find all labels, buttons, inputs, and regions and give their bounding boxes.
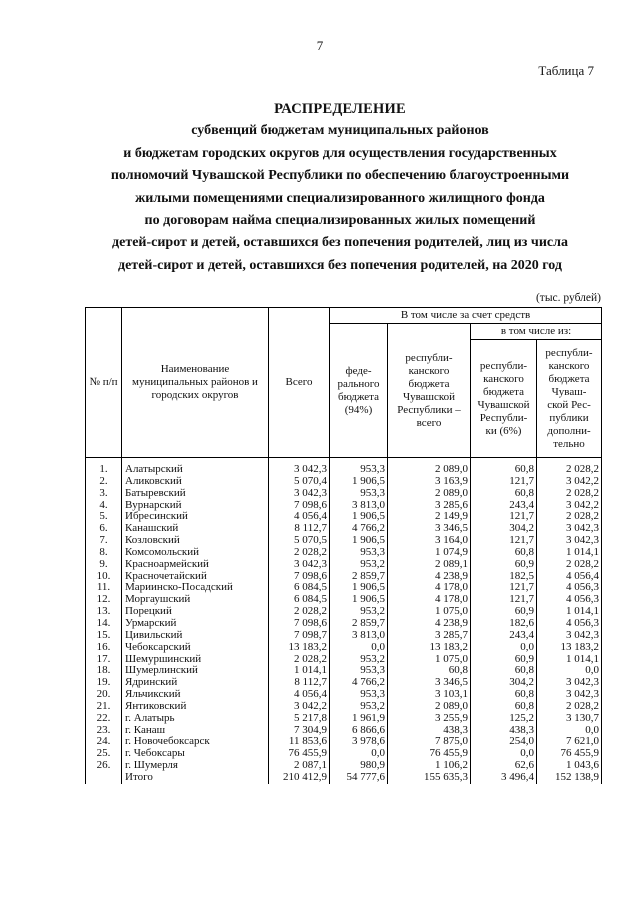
table-row (86, 748, 602, 760)
table-row (86, 677, 602, 689)
row-num: 22. (86, 713, 122, 725)
row-name: Батыревский (122, 488, 269, 500)
title-main: РАСПРЕДЕЛЕНИЕ (274, 101, 406, 117)
row-name: Шемуршинский (122, 654, 269, 666)
row-federal: 1 906,5 (330, 582, 388, 594)
row-republic-total: 13 183,2 (388, 642, 471, 654)
row-num: 10. (86, 571, 122, 583)
row-rep-6: 60,8 (471, 701, 537, 713)
row-rep-add: 152 138,9 (537, 772, 602, 784)
row-total: 11 853,6 (269, 736, 330, 748)
table-row (86, 523, 602, 535)
row-rep-add: 4 056,3 (537, 594, 602, 606)
row-republic-total: 1 075,0 (388, 654, 471, 666)
row-republic-total: 2 089,0 (388, 701, 471, 713)
row-total: 7 304,9 (269, 725, 330, 737)
row-republic-total: 1 074,9 (388, 547, 471, 559)
title-line: субвенций бюджетам муниципальных районов (191, 123, 489, 139)
row-rep-add: 13 183,2 (537, 642, 602, 654)
table-row (86, 582, 602, 594)
header-incl-sources: В том числе за счет средств (330, 308, 602, 324)
row-name: Алатырский (122, 458, 269, 476)
row-name: Янтиковский (122, 701, 269, 713)
table-row (86, 547, 602, 559)
table-row (86, 571, 602, 583)
row-rep-6: 182,5 (471, 571, 537, 583)
row-num: 12. (86, 594, 122, 606)
total-row (86, 772, 602, 784)
row-rep-add: 76 455,9 (537, 748, 602, 760)
row-rep-6: 60,8 (471, 458, 537, 476)
row-total: 1 014,1 (269, 665, 330, 677)
row-total: 2 028,2 (269, 547, 330, 559)
page-number: 7 (316, 38, 324, 53)
row-name: г. Шумерля (122, 760, 269, 772)
row-num: 8. (86, 547, 122, 559)
row-rep-add: 0,0 (537, 665, 602, 677)
row-name: Урмарский (122, 618, 269, 630)
table-row (86, 458, 602, 476)
row-federal: 953,3 (330, 665, 388, 677)
table-row (86, 736, 602, 748)
row-name: Козловский (122, 535, 269, 547)
row-rep-add: 3 130,7 (537, 713, 602, 725)
row-rep-6: 60,9 (471, 606, 537, 618)
row-republic-total: 60,8 (388, 665, 471, 677)
row-name: Красноармейский (122, 559, 269, 571)
row-federal: 0,0 (330, 748, 388, 760)
row-name: Яльчикский (122, 689, 269, 701)
table-row (86, 606, 602, 618)
row-total: 7 098,6 (269, 500, 330, 512)
row-republic-total: 7 875,0 (388, 736, 471, 748)
row-total: 4 056,4 (269, 511, 330, 523)
title-line: жилыми помещениями специализированного жилищного фонда (135, 190, 545, 206)
row-name: Красночетайский (122, 571, 269, 583)
row-total: 3 042,3 (269, 458, 330, 476)
row-republic-total: 2 089,0 (388, 488, 471, 500)
row-total: 7 098,7 (269, 630, 330, 642)
row-federal: 0,0 (330, 642, 388, 654)
row-rep-6: 182,6 (471, 618, 537, 630)
row-federal: 6 866,6 (330, 725, 388, 737)
row-total: 8 112,7 (269, 677, 330, 689)
row-rep-add: 1 014,1 (537, 547, 602, 559)
row-federal: 1 906,5 (330, 511, 388, 523)
row-republic-total: 2 089,1 (388, 559, 471, 571)
row-federal: 980,9 (330, 760, 388, 772)
row-total: 6 084,5 (269, 594, 330, 606)
row-rep-add: 2 028,2 (537, 559, 602, 571)
row-num: 9. (86, 559, 122, 571)
row-federal: 3 813,0 (330, 630, 388, 642)
row-republic-total: 1 075,0 (388, 606, 471, 618)
row-rep-6: 60,8 (471, 547, 537, 559)
row-rep-6: 60,9 (471, 654, 537, 666)
row-rep-6: 243,4 (471, 500, 537, 512)
row-federal: 1 961,9 (330, 713, 388, 725)
table-row (86, 725, 602, 737)
row-federal: 953,3 (330, 458, 388, 476)
row-num (86, 772, 122, 784)
row-rep-add: 2 028,2 (537, 488, 602, 500)
row-total: 5 070,5 (269, 535, 330, 547)
table-label: Таблица 7 (538, 63, 594, 78)
row-republic-total: 4 178,0 (388, 582, 471, 594)
row-republic-total: 3 346,5 (388, 677, 471, 689)
row-republic-total: 1 106,2 (388, 760, 471, 772)
row-name: Вурнарский (122, 500, 269, 512)
row-name: г. Алатырь (122, 713, 269, 725)
row-num: 2. (86, 476, 122, 488)
row-total: 3 042,3 (269, 559, 330, 571)
row-rep-add: 1 043,6 (537, 760, 602, 772)
row-num: 13. (86, 606, 122, 618)
row-rep-6: 125,2 (471, 713, 537, 725)
row-federal: 1 906,5 (330, 535, 388, 547)
row-rep-add: 0,0 (537, 725, 602, 737)
row-num: 24. (86, 736, 122, 748)
row-total: 7 098,6 (269, 618, 330, 630)
row-total: 4 056,4 (269, 689, 330, 701)
row-republic-total: 3 164,0 (388, 535, 471, 547)
row-name: Мариинско-Посадский (122, 582, 269, 594)
row-num: 16. (86, 642, 122, 654)
row-federal: 1 906,5 (330, 594, 388, 606)
row-name: Комсомольский (122, 547, 269, 559)
row-num: 25. (86, 748, 122, 760)
row-republic-total: 4 238,9 (388, 571, 471, 583)
subsidy-table (85, 307, 602, 784)
row-rep-6: 60,8 (471, 665, 537, 677)
header-rep-6: республи- канского бюджета Чувашской Республи- ки (6%) (471, 340, 537, 458)
row-federal: 953,3 (330, 547, 388, 559)
row-num: 11. (86, 582, 122, 594)
table-row (86, 511, 602, 523)
row-rep-6: 121,7 (471, 535, 537, 547)
table-row (86, 760, 602, 772)
row-rep-6: 304,2 (471, 677, 537, 689)
table-row (86, 559, 602, 571)
row-num: 26. (86, 760, 122, 772)
row-rep-6: 60,8 (471, 488, 537, 500)
header-total: Всего (269, 308, 330, 458)
table-row (86, 689, 602, 701)
row-total: 6 084,5 (269, 582, 330, 594)
row-name: Канашский (122, 523, 269, 535)
title-line: детей-сирот и детей, оставшихся без попечения родителей, лиц из числа (112, 235, 568, 251)
row-federal: 4 766,2 (330, 677, 388, 689)
row-rep-6: 121,7 (471, 511, 537, 523)
row-num: 5. (86, 511, 122, 523)
row-num: 19. (86, 677, 122, 689)
row-rep-6: 243,4 (471, 630, 537, 642)
table-row (86, 535, 602, 547)
row-republic-total: 4 178,0 (388, 594, 471, 606)
row-rep-6: 438,3 (471, 725, 537, 737)
row-rep-add: 4 056,3 (537, 618, 602, 630)
table-body (86, 458, 602, 784)
row-num: 20. (86, 689, 122, 701)
row-republic-total: 3 103,1 (388, 689, 471, 701)
row-rep-6: 60,9 (471, 559, 537, 571)
row-rep-add: 4 056,3 (537, 582, 602, 594)
row-federal: 1 906,5 (330, 476, 388, 488)
row-rep-add: 3 042,3 (537, 630, 602, 642)
row-num: 1. (86, 458, 122, 476)
row-rep-add: 3 042,2 (537, 500, 602, 512)
row-republic-total: 3 285,6 (388, 500, 471, 512)
row-num: 7. (86, 535, 122, 547)
row-rep-6: 3 496,4 (471, 772, 537, 784)
row-name: Ядринский (122, 677, 269, 689)
row-rep-6: 60,8 (471, 689, 537, 701)
row-rep-add: 3 042,3 (537, 689, 602, 701)
row-name: Аликовский (122, 476, 269, 488)
row-rep-add: 3 042,3 (537, 535, 602, 547)
row-republic-total: 155 635,3 (388, 772, 471, 784)
row-rep-6: 304,2 (471, 523, 537, 535)
table-row (86, 500, 602, 512)
header-rep-add: республи- канского бюджета Чуваш- ской Рес- публики дополни- тельно (537, 340, 602, 458)
row-rep-add: 2 028,2 (537, 511, 602, 523)
title-line: по договорам найма специализированных жилых помещений (144, 213, 536, 229)
row-federal: 2 859,7 (330, 571, 388, 583)
row-federal: 953,3 (330, 488, 388, 500)
title-line: детей-сирот и детей, оставшихся без попечения родителей, на 2020 год (118, 257, 562, 273)
row-total: 13 183,2 (269, 642, 330, 654)
row-name: Шумерлинский (122, 665, 269, 677)
row-num: 23. (86, 725, 122, 737)
row-republic-total: 76 455,9 (388, 748, 471, 760)
row-federal: 953,2 (330, 654, 388, 666)
row-rep-add: 1 014,1 (537, 606, 602, 618)
header-name: Наименование муниципальных районов и городских округов (122, 308, 269, 458)
row-name: Чебоксарский (122, 642, 269, 654)
row-republic-total: 3 163,9 (388, 476, 471, 488)
row-num: 21. (86, 701, 122, 713)
row-name: г. Новочебоксарск (122, 736, 269, 748)
row-republic-total: 3 255,9 (388, 713, 471, 725)
row-total: 2 028,2 (269, 606, 330, 618)
row-federal: 54 777,6 (330, 772, 388, 784)
row-num: 4. (86, 500, 122, 512)
document-title (80, 98, 600, 277)
table-row (86, 713, 602, 725)
row-name: Цивильский (122, 630, 269, 642)
row-rep-6: 254,0 (471, 736, 537, 748)
row-federal: 3 978,6 (330, 736, 388, 748)
row-rep-add: 2 028,2 (537, 701, 602, 713)
header-incl-from: в том числе из: (471, 324, 602, 340)
table-row (86, 618, 602, 630)
row-total: 2 087,1 (269, 760, 330, 772)
row-republic-total: 438,3 (388, 725, 471, 737)
row-federal: 4 766,2 (330, 523, 388, 535)
row-total: 210 412,9 (269, 772, 330, 784)
table-row (86, 642, 602, 654)
row-num: 18. (86, 665, 122, 677)
row-rep-add: 7 621,0 (537, 736, 602, 748)
row-federal: 953,3 (330, 689, 388, 701)
header-federal: феде- рального бюджета (94%) (330, 324, 388, 458)
row-rep-add: 3 042,2 (537, 476, 602, 488)
row-republic-total: 3 285,7 (388, 630, 471, 642)
row-total: 3 042,2 (269, 701, 330, 713)
units-label: (тыс. рублей) (535, 292, 601, 304)
row-num: 3. (86, 488, 122, 500)
row-republic-total: 2 089,0 (388, 458, 471, 476)
row-total: 3 042,3 (269, 488, 330, 500)
row-total: 5 070,4 (269, 476, 330, 488)
row-num: 17. (86, 654, 122, 666)
table-row (86, 654, 602, 666)
row-rep-6: 0,0 (471, 748, 537, 760)
row-rep-6: 121,7 (471, 582, 537, 594)
row-rep-6: 62,6 (471, 760, 537, 772)
row-total: 5 217,8 (269, 713, 330, 725)
table-row (86, 665, 602, 677)
row-republic-total: 4 238,9 (388, 618, 471, 630)
row-federal: 953,2 (330, 606, 388, 618)
row-federal: 953,2 (330, 559, 388, 571)
row-num: 14. (86, 618, 122, 630)
row-name: г. Канаш (122, 725, 269, 737)
header-republic-total: республи- канского бюджета Чувашской Республики – всего (388, 324, 471, 458)
row-rep-6: 0,0 (471, 642, 537, 654)
table-row (86, 488, 602, 500)
row-rep-add: 1 014,1 (537, 654, 602, 666)
row-total: 7 098,6 (269, 571, 330, 583)
row-name: г. Чебоксары (122, 748, 269, 760)
row-name: Ибресинский (122, 511, 269, 523)
table-row (86, 701, 602, 713)
row-name: Моргаушский (122, 594, 269, 606)
table-row (86, 476, 602, 488)
row-rep-add: 2 028,2 (537, 458, 602, 476)
row-num: 15. (86, 630, 122, 642)
header-num: № п/п (86, 308, 122, 458)
row-total: 2 028,2 (269, 654, 330, 666)
row-rep-add: 4 056,4 (537, 571, 602, 583)
row-rep-6: 121,7 (471, 594, 537, 606)
title-line: полномочий Чувашской Республики по обеспечению благоустроенными (110, 168, 570, 184)
table-row (86, 630, 602, 642)
row-name: Итого (122, 772, 269, 784)
row-total: 76 455,9 (269, 748, 330, 760)
row-republic-total: 2 149,9 (388, 511, 471, 523)
row-total: 8 112,7 (269, 523, 330, 535)
row-num: 6. (86, 523, 122, 535)
row-federal: 3 813,0 (330, 500, 388, 512)
table-row (86, 594, 602, 606)
row-rep-add: 3 042,3 (537, 677, 602, 689)
row-rep-add: 3 042,3 (537, 523, 602, 535)
row-republic-total: 3 346,5 (388, 523, 471, 535)
row-federal: 953,2 (330, 701, 388, 713)
row-name: Порецкий (122, 606, 269, 618)
row-rep-6: 121,7 (471, 476, 537, 488)
row-federal: 2 859,7 (330, 618, 388, 630)
title-line: и бюджетам городских округов для осуществления государственных (123, 145, 557, 161)
